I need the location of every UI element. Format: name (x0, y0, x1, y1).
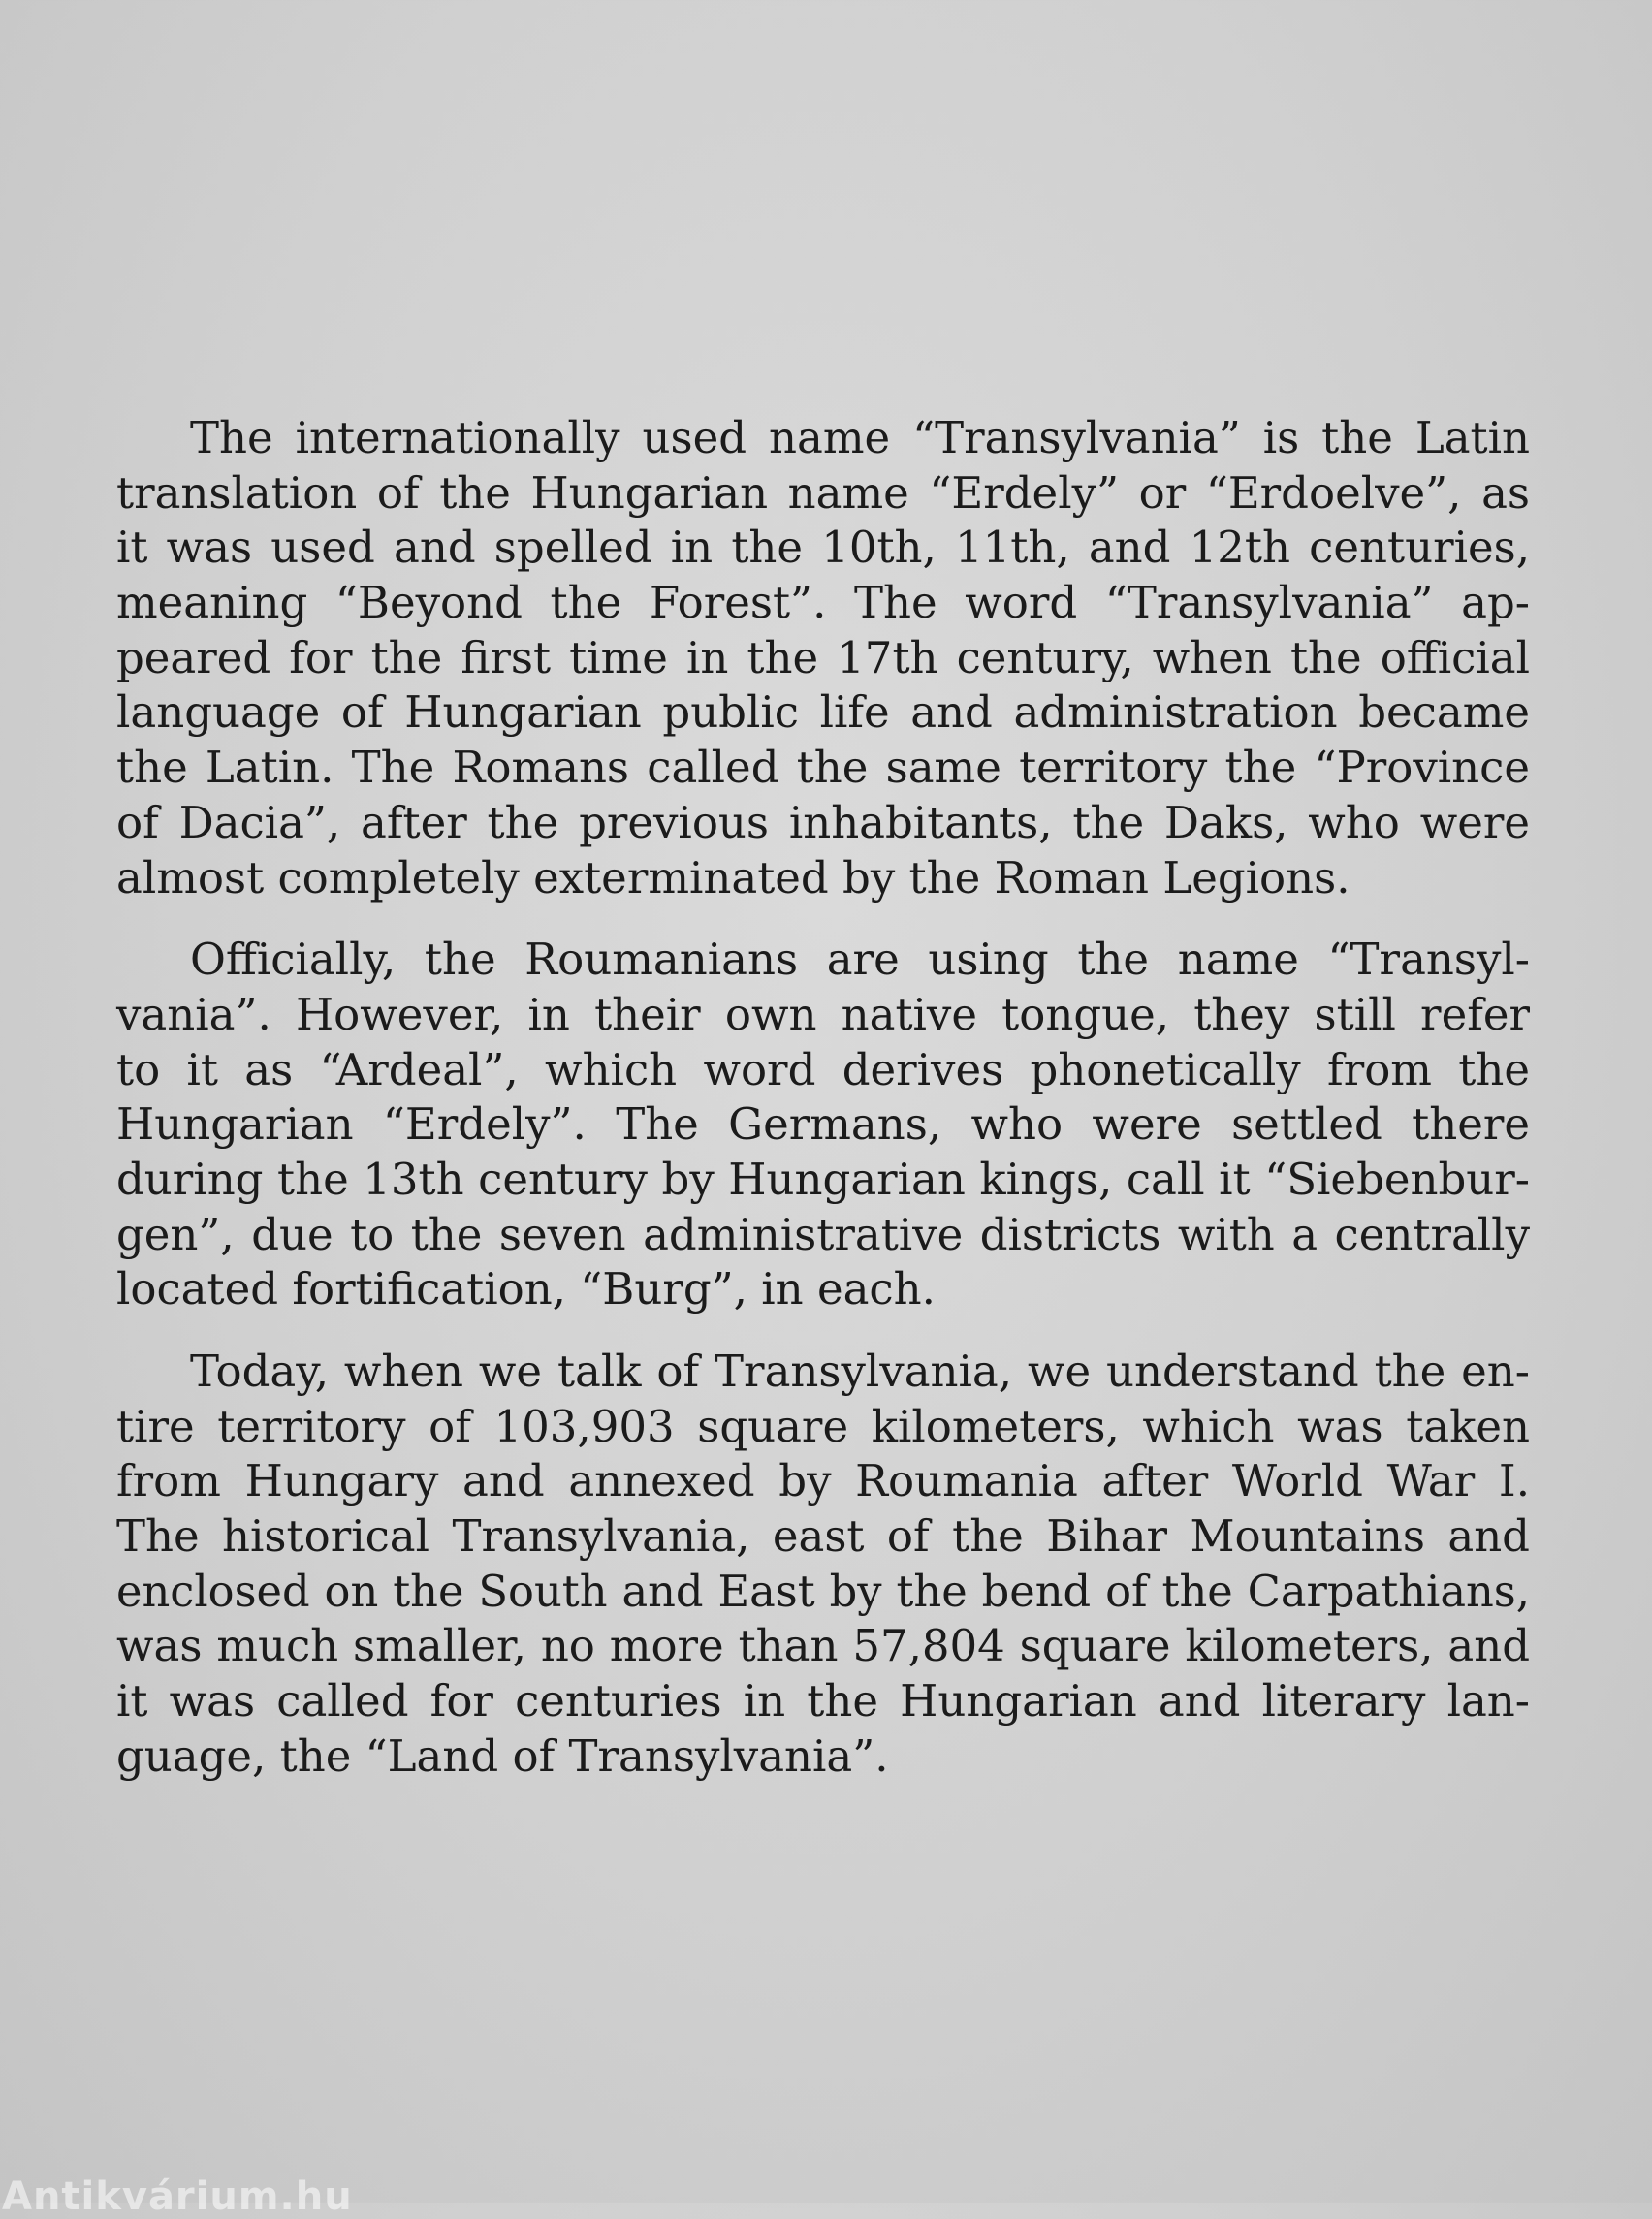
text-line: peared for the first time in the 17th century, when the official (116, 631, 1530, 683)
text-line: translation of the Hungarian name “Erdely” or “Erdoelve”, as (116, 466, 1530, 519)
text-line: almost completely exterminated by the Roman Legions. (116, 851, 1350, 903)
text-line: language of Hungarian public life and administration became (116, 686, 1530, 739)
text-line: gen”, due to the seven administrative districts with a centrally (116, 1208, 1530, 1260)
text-line: meaning “Beyond the Forest”. The word “Transylvania” ap- (116, 577, 1530, 629)
paragraph-3 (116, 1345, 1530, 1785)
watermark: Antikvárium.hu (2, 2174, 353, 2219)
text-line: Officially, the Roumanians are using the name “Transyl- (190, 934, 1530, 986)
paragraph-2 (116, 933, 1530, 1317)
text-line: Today, when we talk of Transylvania, we understand the en- (190, 1346, 1530, 1397)
text-line: it was called for centuries in the Hungarian and literary lan- (116, 1675, 1530, 1728)
body-text (116, 411, 1530, 1785)
text-line: was much smaller, no more than 57,804 square kilometers, and (116, 1620, 1530, 1672)
text-line: of Dacia”, after the previous inhabitants, the Daks, who were (116, 796, 1530, 848)
text-line: to it as “Ardeal”, which word derives phonetically from the (116, 1043, 1530, 1095)
text-line: from Hungary and annexed by Roumania after World War I. (116, 1455, 1530, 1507)
text-line: enclosed on the South and East by the bend of the Carpathians, (116, 1565, 1530, 1617)
text-line: guage, the “Land of Transylvania”. (116, 1729, 889, 1782)
text-line: vania”. However, in their own native tongue, they still refer (116, 988, 1530, 1040)
text-line: during the 13th century by Hungarian kings, call it “Siebenbur- (116, 1153, 1530, 1205)
paragraph-1 (116, 411, 1530, 905)
text-line: the Latin. The Romans called the same territory the “Province (116, 742, 1530, 794)
text-line: The internationally used name “Transylvania” is the Latin (190, 412, 1530, 463)
text-line: The historical Transylvania, east of the Bihar Mountains and (116, 1510, 1530, 1563)
text-line: located fortification, “Burg”, in each. (116, 1263, 936, 1316)
text-line: Hungarian “Erdely”. The Germans, who were settled there (116, 1098, 1530, 1151)
text-line: it was used and spelled in the 10th, 11th, and 12th centuries, (116, 522, 1530, 574)
text-line: tire territory of 103,903 square kilometers, which was taken (116, 1400, 1530, 1452)
